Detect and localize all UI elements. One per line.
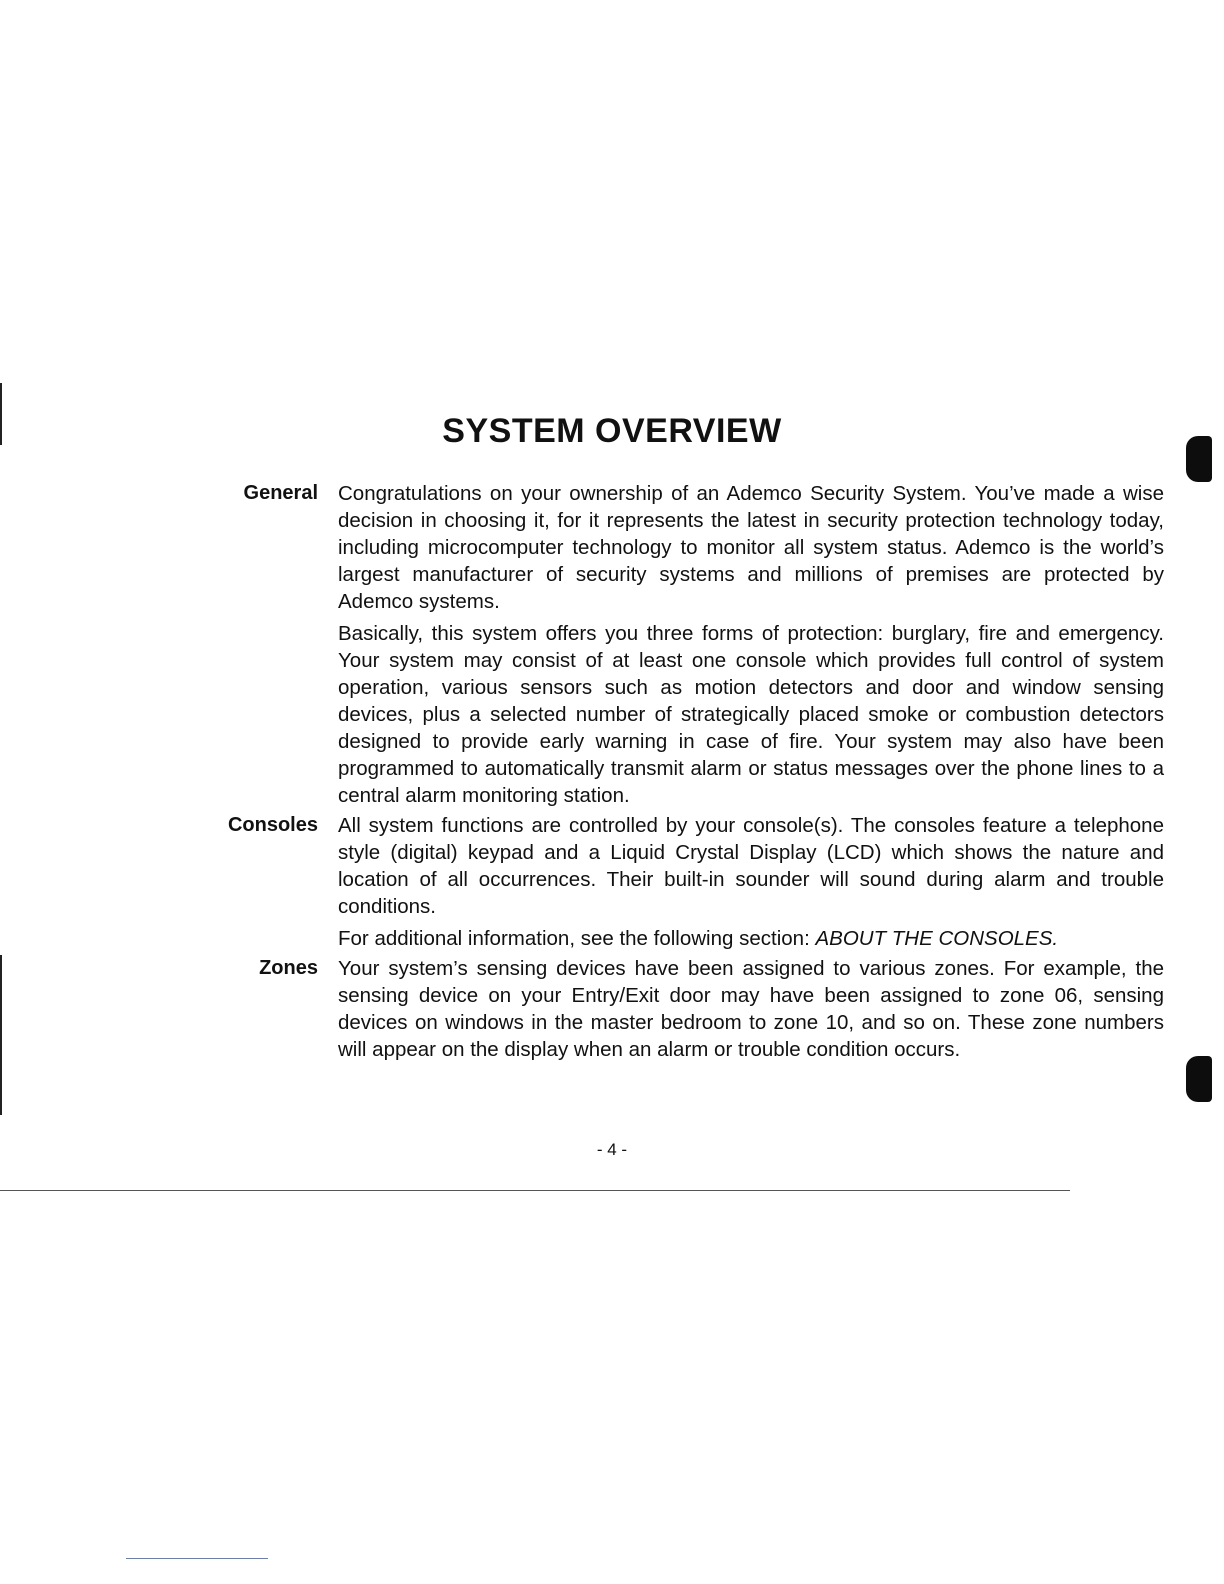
section-label-consoles: Consoles: [227, 814, 318, 836]
section-label-zones: Zones: [259, 957, 318, 979]
binder-tab-mark-bottom: [1186, 1056, 1212, 1102]
general-paragraph-1: Congratulations on your ownership of an Ademco Security System. You’ve made a wise decision in choosing it, for it represents the latest in security protection technology today, including microcomputer technology to monitor all system status. Ademco is the world’s largest manufacturer of security systems and millions of premises are protected by Ademco systems.: [338, 482, 1164, 613]
footer-short-rule: [126, 1558, 268, 1559]
see-also-reference: ABOUT THE CONSOLES.: [815, 927, 1059, 950]
scan-edge-mark-bottom: [0, 955, 2, 1115]
section-label-general: General: [243, 482, 318, 504]
consoles-see-also: [338, 925, 1164, 952]
page-title: SYSTEM OVERVIEW: [442, 412, 782, 450]
general-paragraph-2: Basically, this system offers you three forms of protection: burglary, fire and emergency. Your system may consist of at least one console which provides full control of system operation, various sensors such as motion detectors and door and window sensing devices, plus a selected number of strategically placed smoke or combustion detectors designed to provide early warning in case of fire. Your system may also have been programmed to automatically transmit alarm or status messages over the phone lines to a central alarm monitoring station.: [338, 622, 1164, 807]
page-number: - 4 -: [596, 1140, 628, 1159]
see-also-text: For additional information, see the following section:: [338, 927, 816, 950]
bottom-rule: [0, 1190, 1070, 1191]
consoles-paragraph-1: All system functions are controlled by your console(s). The consoles feature a telephone style (digital) keypad and a Liquid Crystal Display (LCD) which shows the nature and location of all occurrences. Their built-in sounder will sound during alarm and trouble conditions.: [338, 814, 1164, 918]
zones-paragraph-1: Your system’s sensing devices have been assigned to various zones. For example, the sensing device on your Entry/Exit door may have been assigned to zone 06, sensing devices on windows in the master bedroom to zone 10, and so on. These zone numbers will appear on the display when an alarm or trouble condition occurs.: [338, 957, 1164, 1061]
